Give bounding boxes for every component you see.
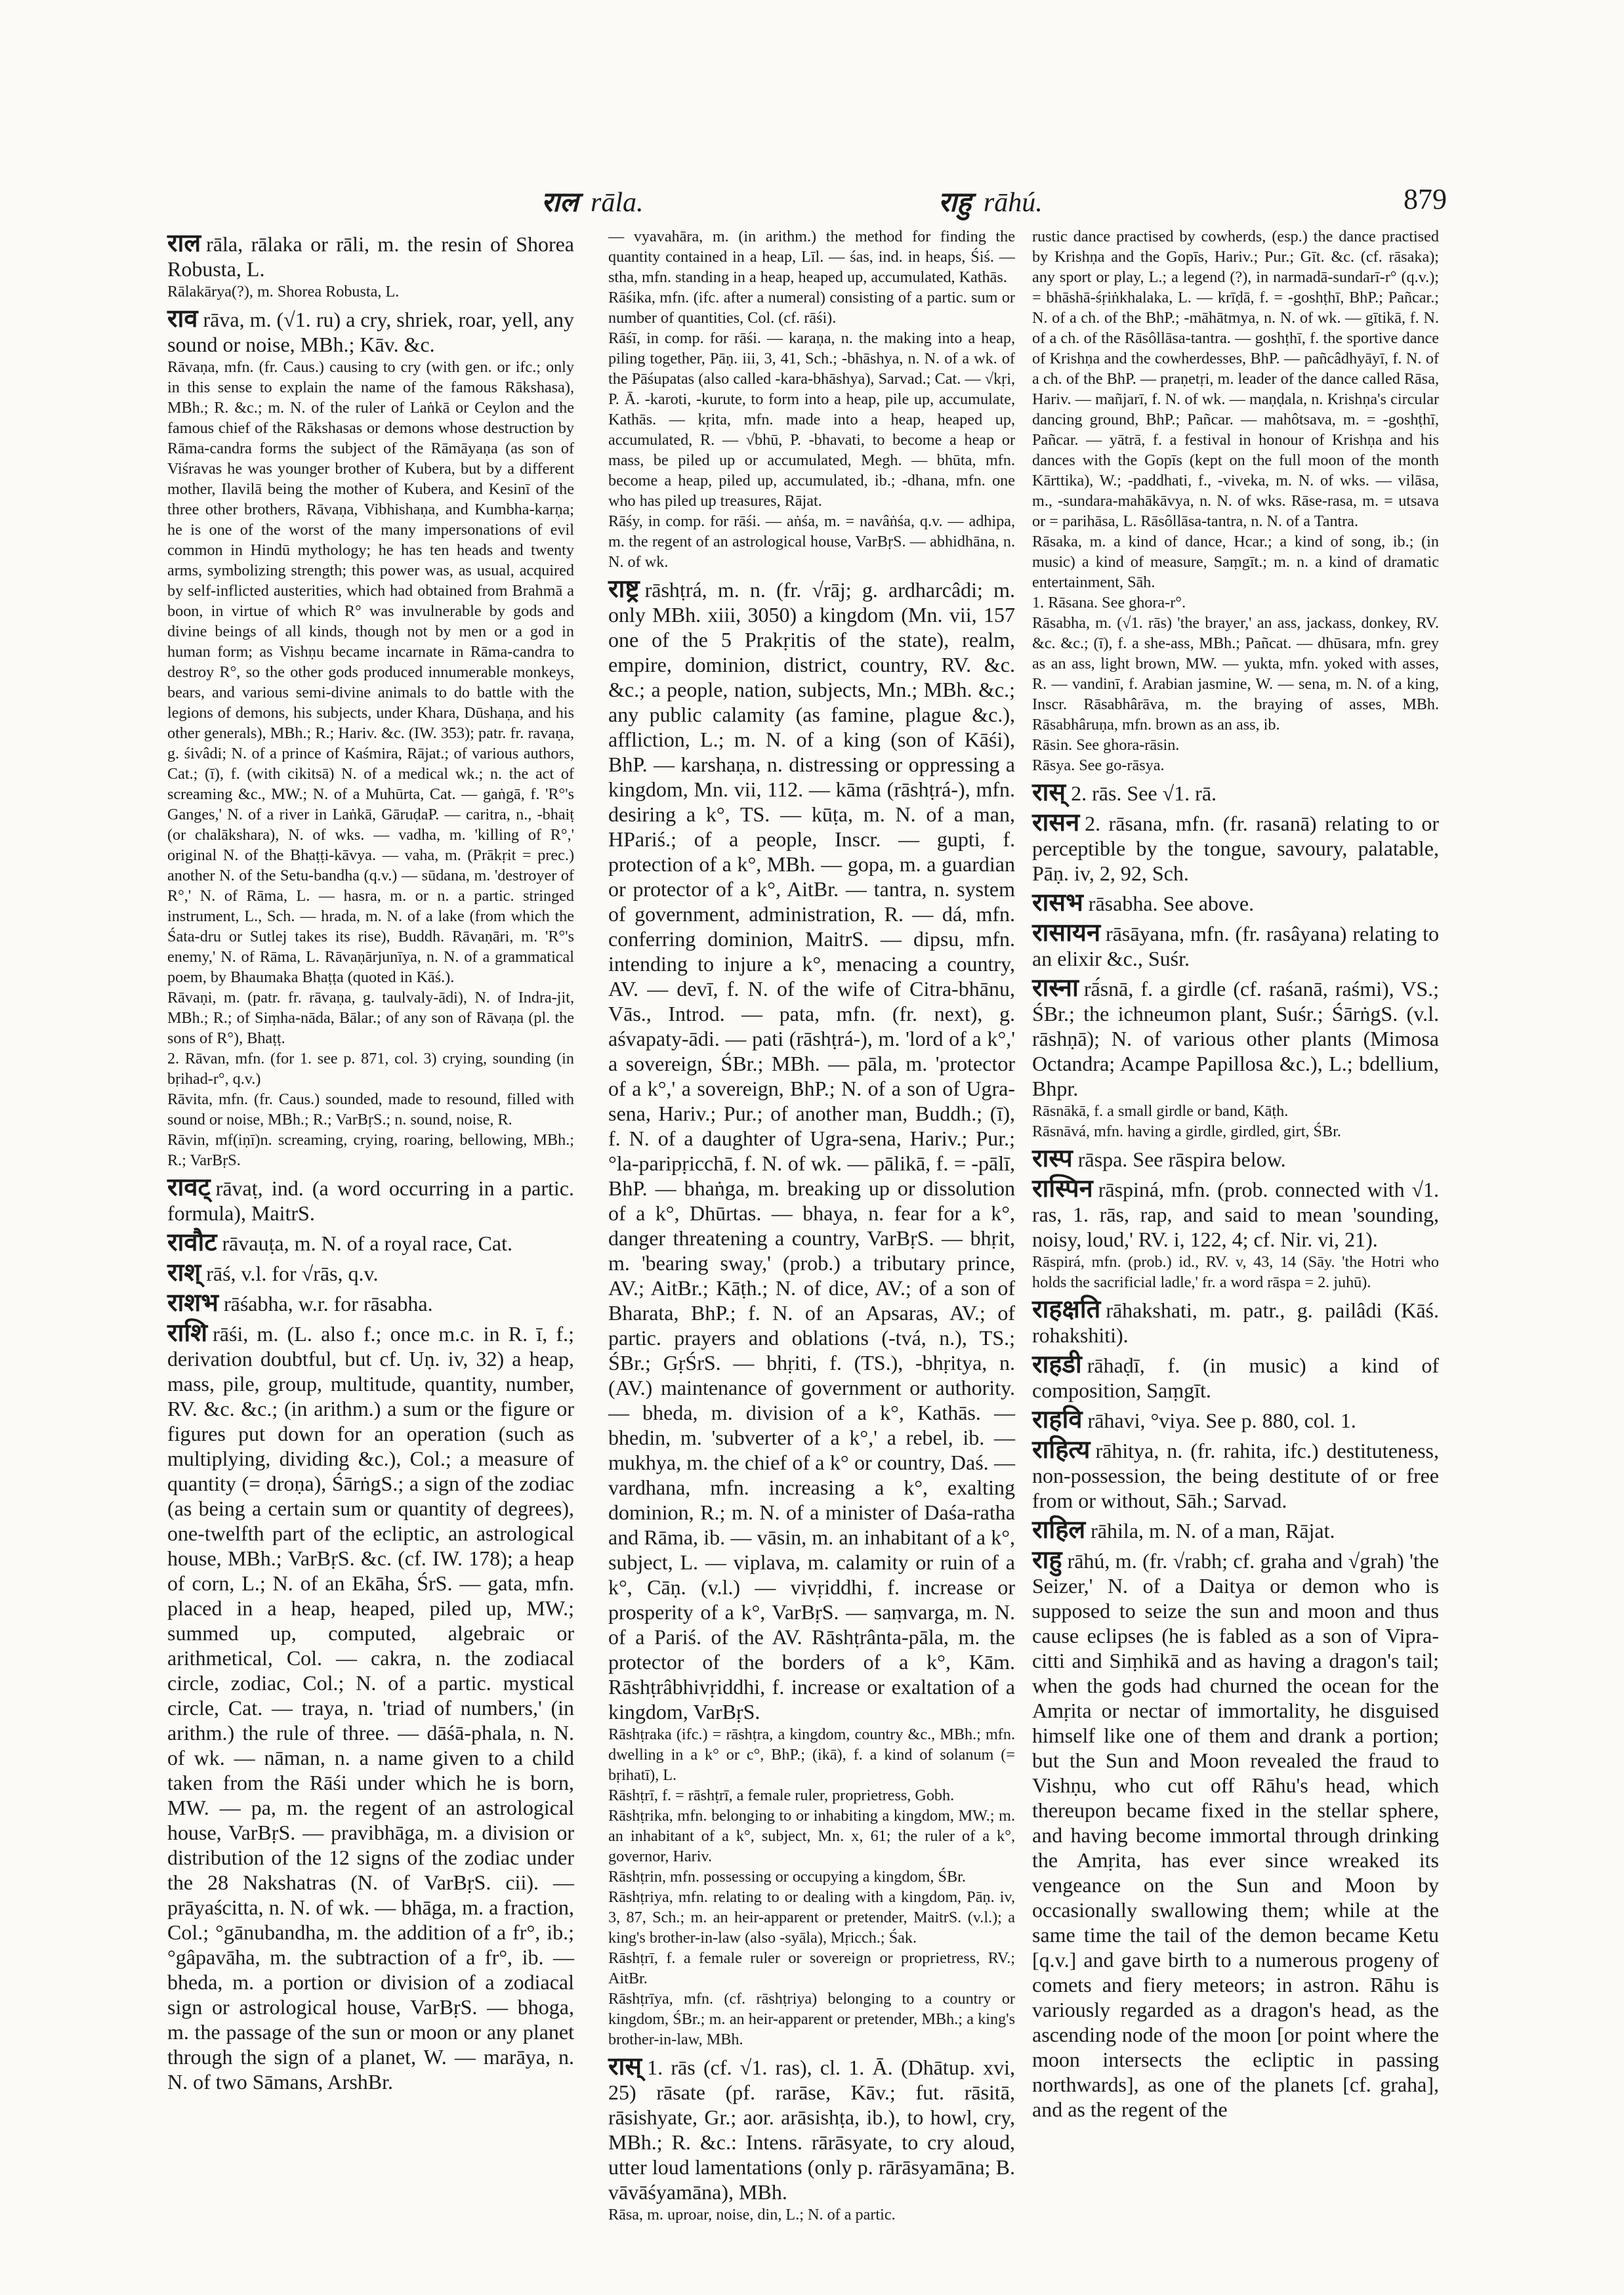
dictionary-entry <box>1032 1296 1439 1348</box>
dictionary-entry <box>1032 531 1439 592</box>
dictionary-entry <box>1032 1517 1439 1543</box>
entry-text: rā́snā, f. a girdle (cf. raśanā, raśmi), VS.; ŚBr.; the ichneumon plant, Suśr.; ŚārṅgS. (v.l. rāshṇā); N. of various other plants (Mimosa Octandra; Acampe Papillosa &c.), L.; bdellium, Bhpr. <box>1032 977 1439 1100</box>
entry-text: rāhila, m. N. of a man, Rājat. <box>1091 1519 1335 1542</box>
entry-text: rāsabha. See above. <box>1088 892 1255 915</box>
entry-devanagari-headword: राव <box>167 304 198 333</box>
entry-text: rāhavi, °viya. See p. 880, col. 1. <box>1087 1409 1356 1432</box>
entry-devanagari-headword: राशि <box>167 1318 208 1347</box>
dictionary-entry <box>167 306 574 357</box>
dictionary-entry <box>1032 613 1439 735</box>
entry-text: Rāshṭrī, f. = rāshṭrī, a female ruler, proprietress, Gobh. <box>608 1787 955 1804</box>
entry-text: Rāshṭrīya, mfn. (cf. rāshṭriya) belonging to a country or kingdom, ŚBr.; m. an heir-apparent or pretender, MBh.; a king's brother-in-law, MBh. <box>608 1990 1015 2048</box>
entry-devanagari-headword: राहवि <box>1032 1405 1083 1434</box>
entry-devanagari-headword: रावट् <box>167 1172 211 1201</box>
entry-devanagari-headword: राहडी <box>1032 1350 1082 1378</box>
dictionary-entry <box>608 576 1015 1724</box>
entry-text: Rālakārya(?), m. Shorea Robusta, L. <box>167 283 400 300</box>
entry-devanagari-headword: रासभ <box>1032 888 1083 917</box>
entry-devanagari-headword: रावौट <box>167 1228 217 1256</box>
entry-text: Rāvaṇi, m. (patr. fr. rāvaṇa, g. taulvaly-ādi), N. of Indra-jit, MBh.; R.; of Siṃha-nāda, Bālar.; of any son of Rāvaṇa (pl. the sons of R°), Bhaṭṭ. <box>167 989 574 1047</box>
entry-devanagari-headword: रास् <box>1032 777 1066 806</box>
entry-devanagari-headword: राहित्य <box>1032 1435 1091 1464</box>
column-2 <box>608 226 1015 2223</box>
dictionary-entry <box>1032 1146 1439 1172</box>
entry-devanagari-headword: राशभ <box>167 1288 219 1317</box>
entry-text: Rāsin. See ghora-rāsin. <box>1032 736 1180 754</box>
dictionary-entry <box>608 1989 1015 2050</box>
dictionary-entry <box>1032 226 1439 531</box>
entry-text: 2. Rāvan, mfn. (for 1. see p. 871, col. 3) crying, sounding (in bṛihad-r°, q.v.) <box>167 1050 574 1088</box>
entry-devanagari-headword: रास्पिन <box>1032 1174 1093 1203</box>
entry-text: rāśabha, w.r. for rāsabha. <box>223 1292 433 1315</box>
dictionary-entry <box>167 1230 574 1256</box>
header-right-devanagari: राहु <box>938 186 972 218</box>
entry-devanagari-headword: रास्प <box>1032 1144 1073 1172</box>
entry-text: rāshṭrá, m. n. (fr. √rāj; g. ardharcâdi; m. only MBh. xiii, 3050) a kingdom (Mn. vii, 157 one of the 5 Prakṛitis of the state), realm, empire, dominion, district, country, RV. &c. &c.; a people, nation, subjects, Mn.; MBh. &c.; any public calamity (as famine, plague &c.), affliction, L.; m. N. of a king (son of Kāśi), BhP. — karshaṇa, n. distressing or oppressing a kingdom, Mn. vii, 112. — kāma (rāshṭrá-), mfn. desiring a k°, TS. — kūṭa, m. N. of a man, HPariś.; of a people, Inscr. — gupti, f. protection of a k°, MBh. — gopa, m. a guardian or protector of a k°, AitBr. — tantra, n. system of government, administration, R. — dá, mfn. conferring dominion, MaitrS. — dipsu, mfn. intending to injure a k°, menacing a country, AV. — devī, f. N. of the wife of Citra-bhānu, Vās., Introd. — pata, mfn. (fr. next), g. aśvapaty-ādi. — pati (rāshṭrá-), m. 'lord of a k°,' a sovereign, ŚBr.; MBh. — pāla, m. 'protector of a k°,' a sovereign, BhP.; N. of a son of Ugra-sena, Hariv.; Pur.; of another man, Buddh.; (ī), f. N. of a daughter of Ugra-sena, Hariv.; Pur.; °la-paripṛicchā, f. N. of wk. — pālikā, f. = -pālī, BhP. — bhaṅga, m. breaking up or dissolution of a k°, Dhūrtas. — bhaya, n. fear for a k°, danger threatening a country, VarBṛS. — bhṛit, m. 'bearing sway,' (prob.) a tributary prince, AV.; AitBr.; Kāṭh.; N. of dice, AV.; of a son of Bharata, BhP.; f. N. of an Apsaras, AV.; of partic. prayers and oblations (-tvá, n.), TS.; ŚBr.; GṛŚrS. — bhṛiti, f. (TS.), -bhṛitya, n. (AV.) maintenance of government or authority. — bheda, m. division of a k°, Kathās. — bhedin, m. 'subverter of a k°,' a rebel, ib. — mukhya, m. the chief of a k° or country, Daś. — vardhana, mfn. increasing a k°, exalting dominion, R.; m. N. of a minister of Daśa-ratha and Rāma, ib. — vāsin, m. an inhabitant of a k°, subject, L. — viplava, m. calamity or ruin of a k°, Cāṇ. (v.l.) — vivṛiddhi, f. increase or prosperity of a k°, VarBṛS. — saṃvarga, m. N. of a Pariś. of the AV. Rāshṭrânta-pāla, m. the protector of the borders of a k°, Kām. Rāshṭrâbhivṛiddhi, f. increase or exaltation of a kingdom, VarBṛS. <box>608 578 1015 1724</box>
dictionary-entry <box>608 1867 1015 1887</box>
entry-text: Rāsnākā, f. a small girdle or band, Kāṭh. <box>1032 1102 1289 1120</box>
dictionary-entry <box>167 230 574 281</box>
header-left-roman: rāla. <box>591 188 644 218</box>
entry-devanagari-headword: राष्ट्र <box>608 574 640 603</box>
entry-devanagari-headword: राहक्षति <box>1032 1294 1101 1323</box>
entry-text: 2. rāsana, mfn. (fr. rasanā) relating to or perceptible by the tongue, savoury, palatable, Pāṇ. iv, 2, 92, Sch. <box>1032 812 1439 885</box>
dictionary-entry <box>167 1320 574 2094</box>
entry-text: rāhaḍī, f. (in music) a kind of composition, Saṃgīt. <box>1032 1354 1439 1402</box>
entry-text: 2. rās. See √1. rā. <box>1071 781 1217 805</box>
entry-text: Rāsnāvá, mfn. having a girdle, girdled, girt, ŚBr. <box>1032 1123 1341 1140</box>
dictionary-entry <box>608 1785 1015 1806</box>
entry-text: rāspiná, mfn. (prob. connected with √1. ras, 1. rās, rap, and said to mean 'sounding, noisy, loud,' RV. i, 122, 4; cf. Nir. vi, 21). <box>1032 1178 1439 1251</box>
entry-text: rāhakshati, m. patr., g. pailâdi (Kāś. rohakshiti). <box>1032 1298 1439 1347</box>
header-right-roman: rāhú. <box>983 188 1043 218</box>
entry-text: rāsāyana, mfn. (fr. rasâyana) relating to an elixir &c., Suśr. <box>1032 922 1439 970</box>
entry-text: Rāshṭraka (ifc.) = rāshṭra, a kingdom, country &c., MBh.; mfn. dwelling in a k° or c°, BhP.; (ikā), f. a kind of solanum (= bṛihatī), L. <box>608 1726 1015 1784</box>
dictionary-entry <box>1032 890 1439 916</box>
entry-text: Rāshṭrika, mfn. belonging to or inhabiting a kingdom, MW.; m. an inhabitant of a k°, subject, Mn. x, 61; the ruler of a k°, governor, Hariv. <box>608 1807 1015 1865</box>
dictionary-entry <box>1032 592 1439 613</box>
dictionary-columns <box>167 226 1457 2223</box>
entry-text: rāspa. See rāspira below. <box>1077 1148 1286 1171</box>
entry-text: rāśi, m. (L. also f.; once m.c. in R. ī, f.; derivation doubtful, but cf. Uṇ. iv, 32) a heap, mass, pile, group, multitude, quantity, number, RV. &c. &c.; (in arithm.) a sum or the figure or figures put down for an operation (such as multiplying, dividing &c.), Col.; a measure of quantity (= droṇa), ŚārṅgS.; a sign of the zodiac (as being a certain sum or quantity of degrees), one-twelfth part of the ecliptic, an astrological house, MBh.; VarBṛS. &c. (cf. IW. 178); a heap of corn, L.; N. of an Ekāha, ŚrS. — gata, mfn. placed in a heap, heaped, piled up, MW.; summed up, computed, algebraic or arithmetical, Col. — cakra, n. the zodiacal circle, zodiac, Col.; N. of a partic. mystical circle, Cat. — traya, n. 'triad of numbers,' (in arithm.) the rule of three. — dāśā-phala, n. N. of wk. — nāman, n. a name given to a child taken from the Rāśi under which he is born, MW. — pa, m. the regent of an astrological house, VarBṛS. — pravibhāga, m. a division or distribution of the 12 signs of the zodiac under the 28 Nakshatras (N. of VarBṛS. cii). — prāyaścitta, n. N. of wk. — bhāga, m. a fraction, Col.; °gānubandha, m. the addition of a fr°, ib.; °gâpavāha, m. the subtraction of a fr°, ib. — bheda, m. a portion or division of a zodiacal sign or astrological house, VarBṛS. — bhoga, m. the passage of the sun or moon or any planet through the sign of a planet, W. — marāya, n. N. of two Sāmans, ArshBr. <box>167 1322 574 2094</box>
entry-devanagari-headword: रास्ना <box>1032 973 1079 1002</box>
dictionary-entry <box>167 1260 574 1286</box>
header-left-headword <box>541 182 644 220</box>
page-number: 879 <box>1404 183 1447 215</box>
entry-text: rāvauṭa, m. N. of a royal race, Cat. <box>222 1231 512 1255</box>
dictionary-entry <box>608 226 1015 287</box>
dictionary-entry <box>1032 735 1439 755</box>
entry-text: rāhitya, n. (fr. rahita, ifc.) destituteness, non-possession, the being destitute of or free from or without, Sāh.; Sarvad. <box>1032 1439 1439 1512</box>
dictionary-entry <box>167 1174 574 1226</box>
entry-text: Rāsabha, m. (√1. rās) 'the brayer,' an ass, jackass, donkey, RV. &c. &c.; (ī), f. a she-ass, MBh.; Pañcat. — dhūsara, mfn. grey as an ass, light brown, MW. — yukta, mfn. yoked with asses, R. — vandinī, f. Arabian jasmine, W. — sena, m. N. of a king, Inscr. Rāsabhârāva, m. the braying of asses, MBh. Rāsabhâruṇa, mfn. brown as an ass, ib. <box>1032 614 1439 734</box>
entry-text: Rāshṭrin, mfn. possessing or occupying a kingdom, ŚBr. <box>608 1868 966 1886</box>
entry-text: Rāśika, mfn. (ifc. after a numeral) consisting of a partic. sum or number of quantities, Col. (cf. rāśi). <box>608 289 1015 327</box>
dictionary-entry <box>1032 1252 1439 1292</box>
entry-text: Rāśī, in comp. for rāśi. — karaṇa, n. the making into a heap, piling together, Pāṇ. iii, 3, 41, Sch.; -bhāshya, n. N. of a wk. of the Pāśupatas (also called -kara-bhāshya), Sarvad.; Cat. — √kṛi, P. Ā. -karoti, -kurute, to form into a heap, pile up, accumulate, Kathās. — kṛita, mfn. made into a heap, heaped up, accumulated, R. — √bhū, P. -bhavati, to become a heap or mass, be piled up or accumulated, Megh. — bhūta, mfn. become a heap, piled up, accumulated, ib.; -dhana, mfn. one who has piled up treasures, Rājat. <box>608 329 1015 510</box>
dictionary-entry <box>1032 810 1439 886</box>
entry-devanagari-headword: रासन <box>1032 808 1080 837</box>
entry-text: rāla, rālaka or rāli, m. the resin of Shorea Robusta, L. <box>167 232 574 281</box>
entry-text: 1. Rāsana. See ghora-r°. <box>1032 594 1186 611</box>
dictionary-entry <box>608 1806 1015 1867</box>
dictionary-entry <box>608 328 1015 511</box>
dictionary-entry <box>1032 1407 1439 1433</box>
dictionary-entry <box>608 287 1015 328</box>
entry-text: rāhú, m. (fr. √rabh; cf. graha and √grah) 'the Seizer,' N. of a Daitya or demon who is supposed to seize the sun and moon and thus cause eclipses (he is fabled as a son of Vipra-citti and Siṃhikā and as having a dragon's tail; when the gods had churned the ocean for the Amṛita or nectar of immortality, he disguised himself like one of them and drank a portion; but the Sun and Moon revealed the fraud to Vishṇu, who cut off Rāhu's head, which thereupon became fixed in the stellar sphere, and having become immortal through drinking the Amṛita, has ever since wreaked its vengeance on the Sun and Moon by occasionally swallowing them; while at the same time the tail of the demon became Ketu [q.v.] and gave birth to a numerous progeny of comets and fiery meteors; in astron. Rāhu is variously regarded as a dragon's head, as the ascending node of the moon [or point where the moon intersects the ecliptic in passing northwards], as one of the planets [cf. graha], and as the regent of the <box>1032 1549 1439 2121</box>
entry-text: Rāsa, m. uproar, noise, din, L.; N. of a partic. <box>608 2206 896 2223</box>
dictionary-entry <box>608 1887 1015 1948</box>
entry-text: Rāvaṇa, mfn. (fr. Caus.) causing to cry (with gen. or ifc.; only in this sense to explain the name of the famous Rākshasa), MBh.; R. &c.; m. N. of the ruler of Laṅkā or Ceylon and the famous chief of the Rākshasas or demons whose destruction by Rāma-candra forms the subject of the Rāmāyaṇa (as son of Viśravas he was younger brother of Kubera, but by a different mother, Ilavilā being the mother of Kubera, and Kesinī of the three other brothers, Rāvaṇa, Vibhishaṇa, and Kumbha-karṇa; he is one of the worst of the many impersonations of evil common in Hindū mythology; he has ten heads and twenty arms, symbolizing strength; this power was, as usual, acquired by self-inflicted austerities, which had obtained from Brahmā a boon, in virtue of which R° was invulnerable by gods and divine beings of all kinds, though not by men or a god in human form; as Vishṇu became incarnate in Rāma-candra to destroy R°, so the other gods produced innumerable monkeys, bears, and various semi-divine animals to do battle with the legions of demons, his subjects, under Khara, Dūshaṇa, and his other generals), MBh.; R.; Hariv. &c. (IW. 353); patr. fr. ravaṇa, g. śivâdi; N. of a prince of Kaśmira, Rājat.; of various authors, Cat.; (ī), f. (with cikitsā) N. of a medical wk.; n. the act of screaming &c., MW.; N. of a Muhūrta, Cat. — gaṅgā, f. 'R°'s Ganges,' N. of a river in Laṅkā, GāruḍaP. — caritra, n., -bhaiṭ (or chalākshara), N. of wks. — vadha, m. 'killing of R°,' original N. of the Bhaṭṭi-kāvya. — vaha, m. (Prākṛit = prec.) another N. of the Setu-bandha (q.v.) — sūdana, m. 'destroyer of R°,' N. of Rāma, L. — hasra, m. or n. a partic. stringed instrument, L., Sch. — hrada, m. N. of a lake (from which the Śata-dru or Sutlej takes its rise), Buddh. Rāvaṇāri, m. 'R°'s enemy,' N. of Rāma, L. Rāvaṇārjunīya, n. N. of a grammatical poem, by Bhaumaka Bhaṭṭa (quoted in Kāś.). <box>167 358 574 986</box>
entry-text: Rāshṭrī, f. a female ruler or sovereign or proprietress, RV.; AitBr. <box>608 1949 1015 1987</box>
dictionary-entry <box>1032 755 1439 775</box>
dictionary-entry <box>1032 975 1439 1101</box>
dictionary-entry <box>1032 1101 1439 1121</box>
header-left-devanagari: राल <box>541 186 579 218</box>
dictionary-entry <box>167 1089 574 1130</box>
column-1 <box>167 226 574 2181</box>
dictionary-entry <box>1032 1437 1439 1513</box>
dictionary-entry <box>1032 1176 1439 1252</box>
dictionary-entry <box>167 1290 574 1316</box>
entry-text: Rāspirá, mfn. (prob.) id., RV. v, 43, 14 (Sāy. 'the Hotri who holds the sacrificial ladle,' fr. a word rāspa = 2. juhū). <box>1032 1253 1439 1291</box>
column-3 <box>1032 226 1439 2181</box>
dictionary-entry <box>167 1048 574 1089</box>
dictionary-entry <box>1032 1121 1439 1142</box>
entry-devanagari-headword: रास् <box>608 2052 642 2080</box>
dictionary-entry <box>167 1130 574 1170</box>
entry-devanagari-headword: रासायन <box>1032 918 1101 947</box>
header-right-headword <box>938 182 1043 220</box>
entry-devanagari-headword: राहु <box>1032 1545 1062 1574</box>
entry-text: rāś, v.l. for √rās, q.v. <box>206 1262 379 1285</box>
entry-text: Rāvita, mfn. (fr. Caus.) sounded, made to resound, filled with sound or noise, MBh.; R.; VarBṛS.; n. sound, noise, R. <box>167 1090 574 1128</box>
dictionary-entry <box>167 987 574 1048</box>
dictionary-entry <box>1032 1352 1439 1403</box>
entry-text: rāvaṭ, ind. (a word occurring in a partic. formula), MaitrS. <box>167 1176 574 1225</box>
entry-text: Rāsaka, m. a kind of dance, Hcar.; a kind of song, ib.; (in music) a kind of measure, Saṃgīt.; m. n. a kind of dramatic entertainment, Sāh. <box>1032 533 1439 591</box>
dictionary-entry <box>608 1724 1015 1785</box>
entry-devanagari-headword: राहिल <box>1032 1515 1086 1544</box>
entry-text: Rāśy, in comp. for rāśi. — aṅśa, m. = navâṅśa, q.v. — adhipa, m. the regent of an astrological house, VarBṛS. — abhidhāna, n. N. of wk. <box>608 512 1015 571</box>
dictionary-entry <box>608 2204 1015 2225</box>
dictionary-entry <box>608 511 1015 572</box>
entry-text: rustic dance practised by cowherds, (esp.) the dance practised by Krishṇa and the Gopīs, Hariv.; Pur.; Gīt. &c. (cf. rāsaka); any sport or play, L.; a legend (?), in narmadā-sundarī-r° (q.v.); = bhāshā-śṛiṅkhalaka, L. — krīḍā, f. = -goshṭhī, BhP.; Pañcar.; N. of a ch. of the BhP.; -māhātmya, n. N. of wk. — gītikā, f. N. of a ch. of the Rāsôllāsa-tantra. — goshṭhī, f. the sportive dance of Krishṇa and the cowherdesses, BhP. — pañcâdhyāyī, f. N. of a ch. of the BhP. — praṇetṛi, m. leader of the dance called Rāsa, Hariv. — mañjarī, f. N. of wk. — maṇḍala, n. Krishṇa's circular dancing ground, BhP.; Pañcar. — mahôtsava, m. = -goshṭhī, Pañcar. — yātrā, f. a festival in honour of Krishṇa and his dances with the Gopīs (kept on the full moon of the month Kārttika), W.; -paddhati, f., -viveka, m. N. of wks. — vilāsa, m., -sundara-mahākāvya, n. N. of wks. Rāse-rasa, m. = utsava or = parihāsa, L. Rāsôllāsa-tantra, n. N. of a Tantra. <box>1032 228 1439 530</box>
entry-text: rāva, m. (√1. ru) a cry, shriek, roar, yell, any sound or noise, MBh.; Kāv. &c. <box>167 308 574 356</box>
entry-text: 1. rās (cf. √1. ras), cl. 1. Ā. (Dhātup. xvi, 25) rāsate (pf. rarāse, Kāv.; fut. rāsitā, rāsishyate, Gr.; aor. arāsishṭa, ib.), to howl, cry, MBh.; R. &c.: Intens. rārāsyate, to cry aloud, utter loud lamentations (only p. rārāsyamāna; B. vāvāśyamāna), MBh. <box>608 2056 1015 2204</box>
dictionary-entry <box>608 2054 1015 2204</box>
dictionary-entry <box>167 281 574 302</box>
entry-devanagari-headword: राल <box>167 228 201 257</box>
entry-text: — vyavahāra, m. (in arithm.) the method for finding the quantity contained in a heap, Līl. — śas, ind. in heaps, Śiś. — stha, mfn. standing in a heap, heaped up, accumulated, Kathās. <box>608 228 1015 286</box>
dictionary-entry <box>1032 779 1439 806</box>
entry-text: Rāshṭriya, mfn. relating to or dealing with a kingdom, Pāṇ. iv, 3, 87, Sch.; m. an heir-apparent or pretender, MaitrS. (v.l.); a king's brother-in-law (also -syāla), Mṛicch.; Śak. <box>608 1888 1015 1947</box>
dictionary-entry <box>167 357 574 987</box>
entry-text: Rāvin, mf(iṇī)n. screaming, crying, roaring, bellowing, MBh.; R.; VarBṛS. <box>167 1131 574 1169</box>
entry-devanagari-headword: राश् <box>167 1258 201 1287</box>
dictionary-entry <box>1032 920 1439 971</box>
entry-text: Rāsya. See go-rāsya. <box>1032 756 1165 774</box>
dictionary-entry <box>1032 1547 1439 2122</box>
page-header <box>161 182 1447 222</box>
dictionary-entry <box>608 1948 1015 1989</box>
